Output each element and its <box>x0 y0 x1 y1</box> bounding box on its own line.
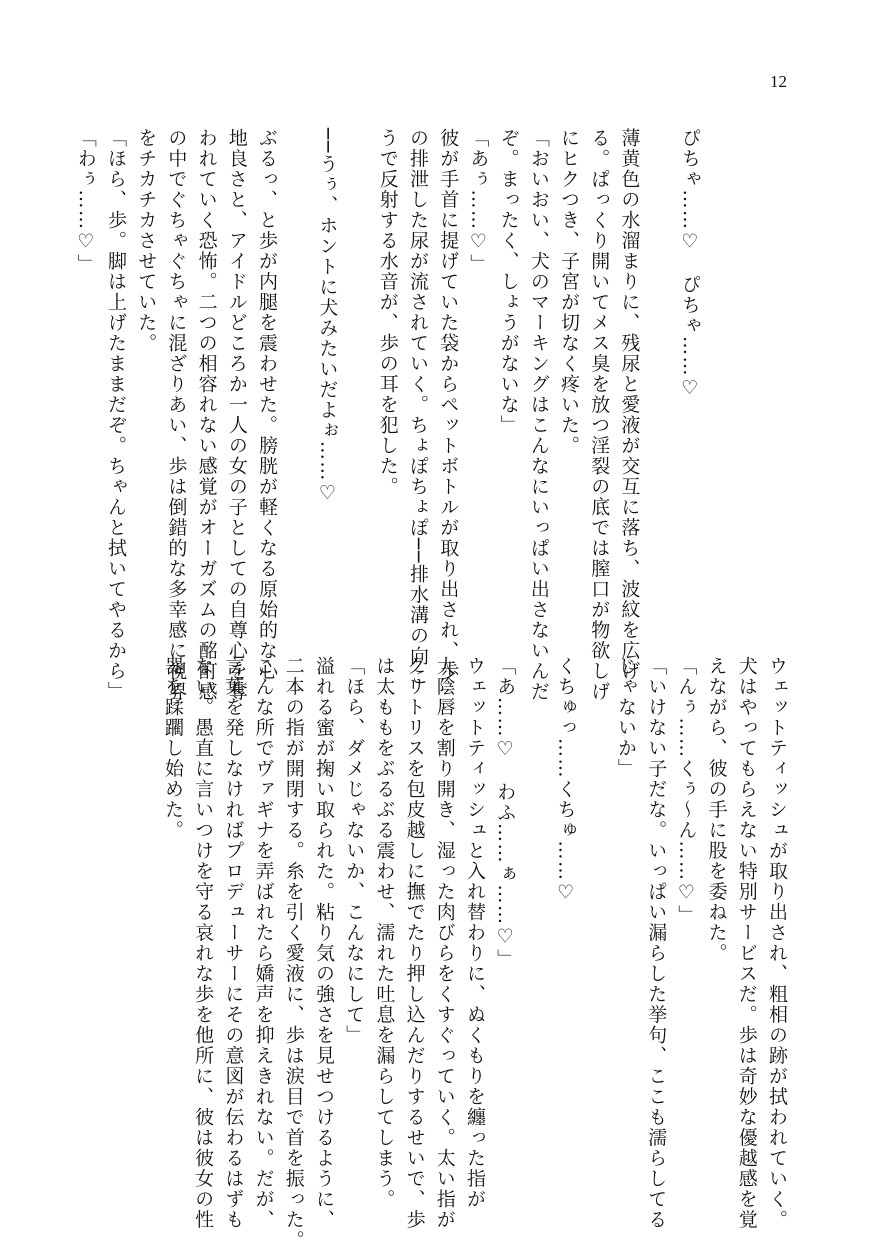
text-line: ウェットティッシュと入れ替わりに、ぬくもりを纏った指が <box>464 656 486 1210</box>
text-line: うで反射する水音が、歩の耳を犯した。 <box>376 128 399 497</box>
text-line: こんな所でヴァギナを弄ばれたら嬌声を抑えきれない。だが、 <box>252 656 275 1230</box>
text-line: 彼が手首に提げていた袋からペットボトルが取り出され、歩 <box>437 128 460 682</box>
text-line <box>644 128 674 598</box>
text-line: ぶるっ、と歩が内腿を震わせた。膀胱が軽くなる原始的な心 <box>256 128 279 682</box>
text-line: にヒクつき、子宮が切なく疼いた。 <box>558 128 581 456</box>
text-line: 犬はやってもらえない特別サービスだ。歩は奇妙な優越感を覚 <box>735 656 758 1230</box>
text-line: 薄黄色の水溜まりに、残尿と愛液が交互に落ち、波紋を広げ <box>618 128 641 682</box>
text-line <box>705 128 735 598</box>
text-line: えながら、彼の手に股を委ねた。 <box>705 656 728 964</box>
text-line: をチカチカさせていた。 <box>135 128 158 354</box>
text-line: じゃないか」 <box>614 656 637 779</box>
text-line: る。ぱっくり開いてメス臭を放つ淫裂の底では膣口が物欲しげ <box>588 128 611 702</box>
text-line: クリトリスを包皮越しに撫でたり押し込んだりするせいで、歩 <box>403 656 426 1230</box>
text-line: ウェットティッシュが取り出され、粗相の跡が拭われていく。 <box>766 656 788 1230</box>
text-line: ──うぅ、ホントに犬みたいだよぉ……♡ <box>316 128 339 506</box>
text-line: くちゅっ……くちゅ……♡ <box>554 656 577 905</box>
text-block-top <box>71 128 735 702</box>
text-line: 「んぅ……くぅ〜ん……♡」 <box>675 656 698 926</box>
text-line <box>520 656 550 1126</box>
text-line <box>342 128 372 598</box>
text-line <box>581 656 611 1126</box>
text-line: の排泄した尿が流されていく。ちょぽちょぽ──排水溝の向こ <box>407 128 429 687</box>
text-line: 溢れる蜜が掬い取られた。粘り気の強さを見せつけるように、 <box>312 656 335 1230</box>
text-line: 大陰唇を割り開き、湿った肉びらをくすぐっていく。太い指が <box>433 656 456 1230</box>
text-line: 二本の指が開閉する。糸を引く愛液に、歩は涙目で首を振った。 <box>282 656 305 1251</box>
text-line: 「おいおい、犬のマーキングはこんなにいっぱい出さないんだ <box>527 128 550 702</box>
text-line: 器を蹂躙し始めた。 <box>161 656 184 841</box>
text-line <box>282 128 312 598</box>
text-line: ぞ。まったく、しょうがないな」 <box>497 128 520 436</box>
text-line: われていく恐怖。二つの相容れない感覚がオーガズムの酩酊感 <box>195 128 218 702</box>
text-line: の中でぐちゃぐちゃに混ざりあい、歩は倒錯的な多幸感に視界 <box>165 128 188 702</box>
text-line: ない。愚直に言いつけを守る哀れな歩を他所に、彼は彼女の性 <box>192 656 215 1230</box>
text-line: 「あ……♡ わふ……ぁ……♡」 <box>494 656 517 970</box>
text-line: 言葉を発しなければプロデューサーにその意図が伝わるはずも <box>222 656 245 1230</box>
text-line: 「ほら、ダメじゃないか、こんなにして」 <box>343 656 366 1046</box>
page-number: 12 <box>770 72 787 91</box>
text-block-bottom <box>158 656 792 1251</box>
text-line: 地良さと、アイドルどころか一人の女の子としての自尊心を奪 <box>225 128 248 702</box>
text-line: 「いけない子だな。いっぱい漏らした挙句、ここも濡らしてる <box>645 656 668 1230</box>
text-line: 「ほら、歩。脚は上げたままだぞ。ちゃんと拭いてやるから」 <box>105 128 127 702</box>
text-line: 「あぅ……♡」 <box>467 128 490 275</box>
text-line: ぴちゃ……♡ ぴちゃ……♡ <box>678 128 701 401</box>
text-line: は太ももをぶるぶる震わせ、濡れた吐息を漏らしてしまう。 <box>373 656 396 1210</box>
text-line: 「わぅ……♡」 <box>74 128 97 275</box>
